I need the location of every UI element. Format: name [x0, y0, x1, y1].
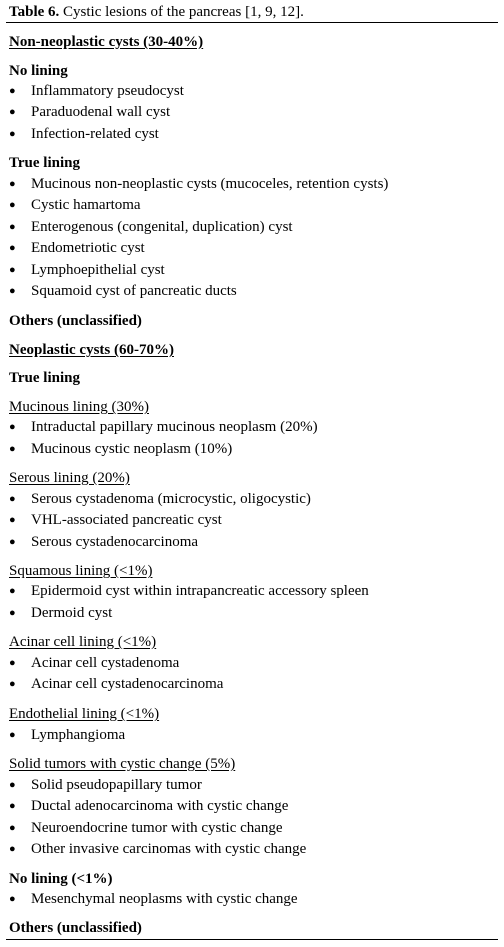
- list-item: ● Serous cystadenocarcinoma: [9, 534, 199, 550]
- bullet-icon: ●: [9, 678, 16, 690]
- bullet-icon: ●: [9, 106, 16, 118]
- table-number: Table 6.: [9, 4, 60, 20]
- group-label-true-lining: True lining: [9, 370, 80, 386]
- bullet-icon: ●: [9, 242, 16, 254]
- bullet-icon: ●: [9, 822, 16, 834]
- bullet-icon: ●: [9, 514, 16, 526]
- list-item: ● Lymphangioma: [9, 727, 126, 743]
- group-label-true-lining: True lining: [9, 155, 80, 171]
- list-item: ● Acinar cell cystadenocarcinoma: [9, 676, 224, 692]
- list-item: ● Dermoid cyst: [9, 605, 113, 621]
- list-item: ● Serous cystadenoma (microcystic, oligocystic): [9, 491, 311, 507]
- section-heading-non-neoplastic: Non-neoplastic cysts (30-40%): [9, 34, 204, 50]
- bullet-icon: ●: [9, 221, 16, 233]
- bullet-icon: ●: [9, 607, 16, 619]
- list-item: ● Acinar cell cystadenoma: [9, 655, 180, 671]
- bullet-icon: ●: [9, 800, 16, 812]
- list-item: ● Endometriotic cyst: [9, 240, 145, 256]
- bullet-icon: ●: [9, 657, 16, 669]
- subgroup-label-mucinous: Mucinous lining (30%): [9, 399, 149, 415]
- bullet-icon: ●: [9, 443, 16, 455]
- list-item: ● Infection-related cyst: [9, 126, 159, 142]
- bullet-icon: ●: [9, 421, 16, 433]
- list-item: ● Cystic hamartoma: [9, 197, 141, 213]
- list-item: ● Solid pseudopapillary tumor: [9, 777, 202, 793]
- list-item: ● Enterogenous (congenital, duplication) cyst: [9, 219, 293, 235]
- bullet-icon: ●: [9, 843, 16, 855]
- bullet-icon: ●: [9, 585, 16, 597]
- bullet-icon: ●: [9, 536, 16, 548]
- bullet-icon: ●: [9, 199, 16, 211]
- bullet-icon: ●: [9, 729, 16, 741]
- group-label-others: Others (unclassified): [9, 920, 142, 936]
- bullet-icon: ●: [9, 128, 16, 140]
- list-item: ● Epidermoid cyst within intrapancreatic accessory spleen: [9, 583, 369, 599]
- bullet-icon: ●: [9, 893, 16, 905]
- group-label-others: Others (unclassified): [9, 313, 142, 329]
- list-item: ● Squamoid cyst of pancreatic ducts: [9, 283, 237, 299]
- list-item: ● VHL-associated pancreatic cyst: [9, 512, 222, 528]
- bullet-icon: ●: [9, 178, 16, 190]
- list-item: ● Lymphoepithelial cyst: [9, 262, 165, 278]
- subgroup-label-solid-tumors: Solid tumors with cystic change (5%): [9, 756, 236, 772]
- section-heading-neoplastic: Neoplastic cysts (60-70%): [9, 342, 174, 358]
- list-item: ● Paraduodenal wall cyst: [9, 104, 171, 120]
- subgroup-label-acinar: Acinar cell lining (<1%): [9, 634, 157, 650]
- list-item: ● Intraductal papillary mucinous neoplasm (20%): [9, 419, 318, 435]
- group-label-no-lining: No lining: [9, 63, 68, 79]
- table-caption: [9, 4, 304, 21]
- list-item: ● Mesenchymal neoplasms with cystic change: [9, 891, 298, 907]
- bullet-icon: ●: [9, 264, 16, 276]
- list-item: ● Mucinous cystic neoplasm (10%): [9, 441, 233, 457]
- subgroup-label-squamous: Squamous lining (<1%): [9, 563, 153, 579]
- list-item: ● Mucinous non-neoplastic cysts (mucoceles, retention cysts): [9, 176, 389, 192]
- list-item: ● Inflammatory pseudocyst: [9, 83, 184, 99]
- bullet-icon: ●: [9, 85, 16, 97]
- subgroup-label-serous: Serous lining (20%): [9, 470, 130, 486]
- table-top-rule: [6, 22, 498, 23]
- list-item: ● Other invasive carcinomas with cystic change: [9, 841, 307, 857]
- list-item: ● Ductal adenocarcinoma with cystic change: [9, 798, 289, 814]
- bullet-icon: ●: [9, 779, 16, 791]
- bullet-icon: ●: [9, 285, 16, 297]
- group-label-no-lining: No lining (<1%): [9, 871, 113, 887]
- list-item: ● Neuroendocrine tumor with cystic change: [9, 820, 283, 836]
- bullet-icon: ●: [9, 493, 16, 505]
- subgroup-label-endothelial: Endothelial lining (<1%): [9, 706, 160, 722]
- table-title: Cystic lesions of the pancreas [1, 9, 12].: [59, 4, 304, 20]
- table-bottom-rule: [6, 939, 498, 940]
